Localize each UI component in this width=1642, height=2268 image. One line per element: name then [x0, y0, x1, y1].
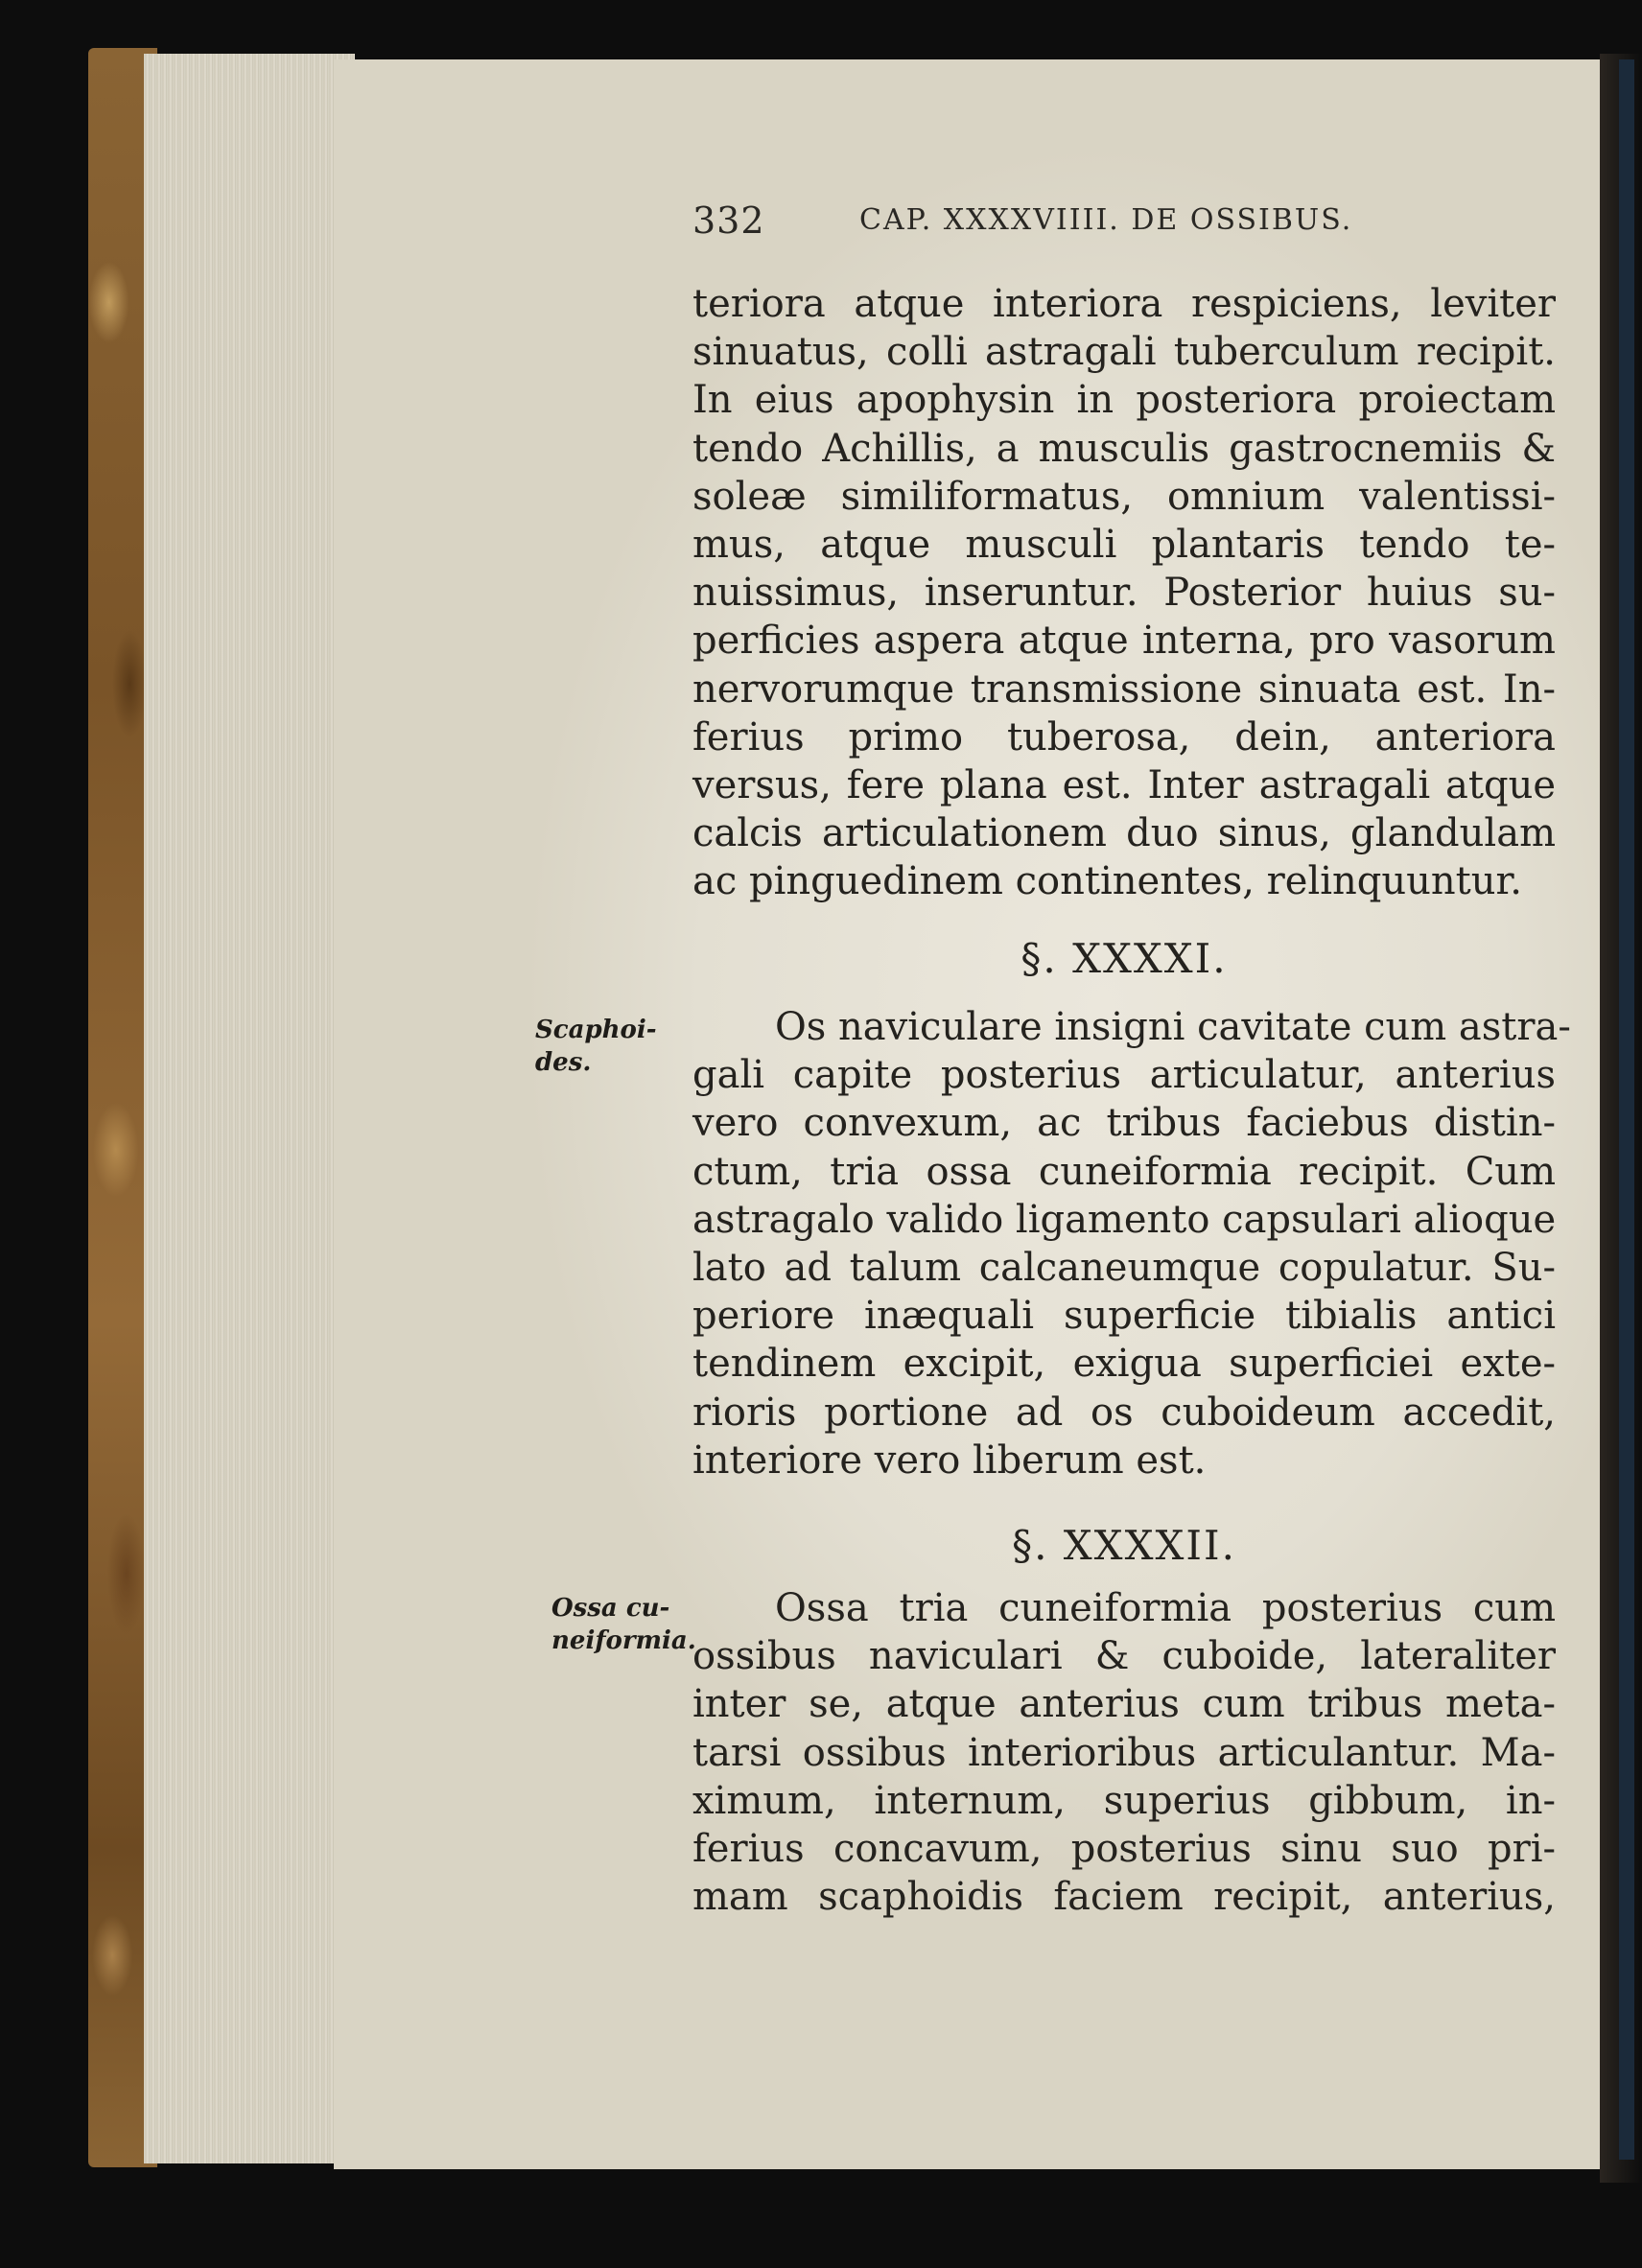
text-line: ferius primo tuberosa, dein, anteriora — [692, 714, 1556, 760]
margin-note-line: Ossa cu- — [551, 1594, 670, 1623]
text-line: nuissimus, inseruntur. Posterior huius su- — [692, 571, 1556, 616]
paragraph-1 — [692, 280, 1556, 905]
text-line: mam scaphoidis faciem recipit, anterius, — [692, 1875, 1556, 1920]
text-line: ximum, internum, superius gibbum, in- — [692, 1778, 1556, 1823]
text-line: ossibus naviculari & cuboide, lateraliter — [692, 1634, 1556, 1679]
running-header — [692, 199, 1527, 247]
margin-note-line: Scaphoi- — [535, 1016, 657, 1044]
text-line: periore inæquali superficie tibialis antici — [692, 1294, 1556, 1339]
text-line: In eius apophysin in posteriora proiectam — [692, 378, 1556, 423]
text-line: interiore vero liberum est. — [692, 1438, 1207, 1483]
text-line: nervorumque transmissione sinuata est. In- — [692, 666, 1556, 712]
binding-strip — [1619, 59, 1634, 2160]
running-title: CAP. XXXXVIIII. DE OSSIBUS. — [859, 203, 1353, 237]
margin-note-line: des. — [535, 1048, 592, 1077]
text-line: versus, fere plana est. Inter astragali atque — [692, 762, 1556, 807]
text-line: ac pinguedinem continentes, relinquuntur. — [692, 859, 1522, 904]
section-heading-31: §. XXXXI. — [1020, 935, 1228, 982]
text-line: soleæ similiformatus, omnium valentissi- — [692, 474, 1556, 519]
text-line: ctum, tria ossa cuneiformia recipit. Cum — [692, 1149, 1556, 1194]
section-heading-32: §. XXXXII. — [1012, 1522, 1236, 1569]
text-line: calcis articulationem duo sinus, glandulam — [692, 811, 1556, 856]
text-line: lato ad talum calcaneumque copulatur. Su- — [692, 1245, 1556, 1290]
text-line: teriora atque interiora respiciens, leviter — [692, 282, 1556, 326]
text-line: vero convexum, ac tribus faciebus distin- — [692, 1101, 1556, 1146]
page-edges — [144, 54, 355, 2163]
text-line: tarsi ossibus interioribus articulantur. Ma- — [692, 1730, 1556, 1775]
text-line: gali capite posterius articulatur, anterius — [692, 1053, 1556, 1098]
text-line: tendo Achillis, a musculis gastrocnemiis & — [692, 426, 1556, 471]
text-line: sinuatus, colli astragali tuberculum recipit. — [692, 330, 1556, 375]
section-32-text — [692, 1584, 1556, 1921]
margin-note-line: neiformia. — [551, 1626, 696, 1655]
text-line: astragalo valido ligamento capsulari alioque — [692, 1197, 1557, 1242]
page-number: 332 — [692, 199, 765, 242]
text-line: tendinem excipit, exigua superficiei exte- — [692, 1342, 1556, 1387]
text-line: Ossa tria cuneiformia posterius cum — [775, 1586, 1556, 1630]
text-line: ferius concavum, posterius sinu suo pri- — [692, 1826, 1556, 1871]
text-line: perficies aspera atque interna, pro vasorum — [692, 619, 1556, 664]
text-line: mus, atque musculi plantaris tendo te- — [692, 522, 1556, 567]
text-line: Os naviculare insigni cavitate cum astra- — [775, 1005, 1571, 1049]
margin-note-ossa-cuneiformia — [551, 1592, 696, 1657]
section-31-text — [692, 1003, 1571, 1485]
text-line: inter se, atque anterius cum tribus meta- — [692, 1682, 1556, 1727]
margin-note-scaphoides — [535, 1014, 657, 1079]
text-line: rioris portione ad os cuboideum accedit, — [692, 1390, 1556, 1435]
